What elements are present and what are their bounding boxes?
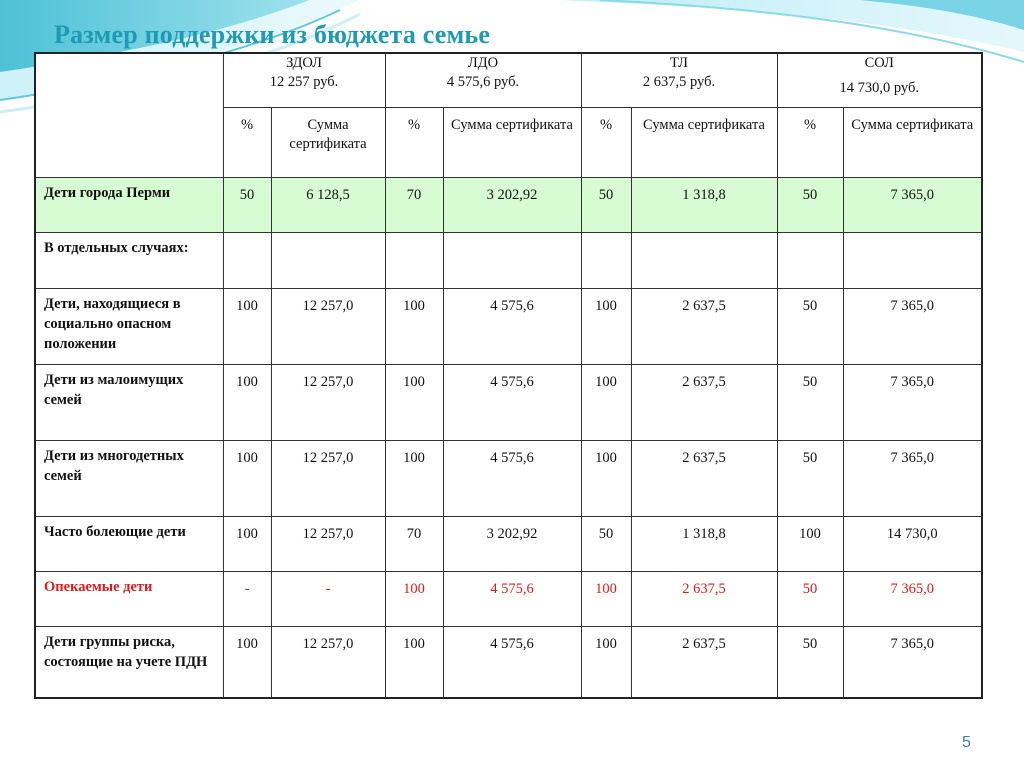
row-label: Дети из малоимущих семей [35, 364, 223, 440]
sum-value: 12 257,0 [271, 626, 385, 698]
sum-value [271, 232, 385, 288]
pct-value: 100 [223, 440, 271, 516]
sum-header: Сумма сертификата [443, 107, 581, 177]
pct-value: 50 [777, 364, 843, 440]
sum-value: 6 128,5 [271, 177, 385, 232]
sum-value: 2 637,5 [631, 364, 777, 440]
sum-value: 3 202,92 [443, 516, 581, 571]
pct-value: - [223, 571, 271, 626]
sum-header: Сумма сертификата [631, 107, 777, 177]
sum-value [443, 232, 581, 288]
sum-value: 12 257,0 [271, 516, 385, 571]
sum-value: 1 318,8 [631, 177, 777, 232]
pct-value: 100 [385, 571, 443, 626]
pct-value: 100 [223, 626, 271, 698]
pct-value: 100 [223, 288, 271, 364]
sum-value: 2 637,5 [631, 440, 777, 516]
pct-value [777, 232, 843, 288]
corner-cell [35, 53, 223, 177]
sum-value: 12 257,0 [271, 288, 385, 364]
group-name: ЗДОЛ [286, 55, 322, 71]
group-amount: 2 637,5 руб. [642, 74, 716, 90]
group-header-row [35, 53, 982, 107]
support-table [34, 52, 983, 699]
sum-header: Сумма сертификата [271, 107, 385, 177]
table-row [35, 232, 982, 288]
table-row [35, 288, 982, 364]
pct-value: 100 [223, 516, 271, 571]
group-name: СОЛ [864, 55, 894, 71]
sum-value: 3 202,92 [443, 177, 581, 232]
sum-value: 2 637,5 [631, 288, 777, 364]
sum-value: - [271, 571, 385, 626]
pct-value: 100 [385, 626, 443, 698]
slide-number: 5 [962, 734, 971, 751]
pct-value: 50 [777, 440, 843, 516]
pct-value: 100 [385, 364, 443, 440]
row-label: Дети города Перми [35, 177, 223, 232]
sum-value: 7 365,0 [843, 364, 982, 440]
sum-header: Сумма сертификата [843, 107, 982, 177]
sum-value: 4 575,6 [443, 364, 581, 440]
sum-value: 2 637,5 [631, 571, 777, 626]
sum-value: 7 365,0 [843, 177, 982, 232]
pct-value [385, 232, 443, 288]
group-name: ТЛ [670, 55, 688, 71]
row-label: Часто болеющие дети [35, 516, 223, 571]
pct-value: 70 [385, 177, 443, 232]
pct-value: 100 [581, 288, 631, 364]
pct-header: % [777, 107, 843, 177]
pct-header: % [385, 107, 443, 177]
row-label: Дети группы риска, состоящие на учете ПДН [35, 626, 223, 698]
pct-value: 100 [581, 571, 631, 626]
pct-value: 50 [777, 288, 843, 364]
pct-value [223, 232, 271, 288]
sum-value: 2 637,5 [631, 626, 777, 698]
pct-value [581, 232, 631, 288]
sum-value: 4 575,6 [443, 440, 581, 516]
table-row [35, 177, 982, 232]
table-row [35, 440, 982, 516]
pct-value: 100 [777, 516, 843, 571]
group-header-zdol [223, 53, 385, 107]
table-row [35, 626, 982, 698]
pct-value: 50 [581, 177, 631, 232]
pct-value: 50 [777, 626, 843, 698]
group-amount: 4 575,6 руб. [446, 74, 520, 90]
sum-value: 4 575,6 [443, 288, 581, 364]
table-row [35, 516, 982, 571]
sum-value: 7 365,0 [843, 571, 982, 626]
pct-header: % [581, 107, 631, 177]
pct-value: 50 [777, 177, 843, 232]
pct-value: 70 [385, 516, 443, 571]
row-label: Опекаемые дети [35, 571, 223, 626]
sum-value: 7 365,0 [843, 440, 982, 516]
pct-header: % [223, 107, 271, 177]
pct-value: 100 [581, 364, 631, 440]
row-label: В отдельных случаях: [35, 232, 223, 288]
group-header-ldo [385, 53, 581, 107]
pct-value: 100 [385, 440, 443, 516]
group-amount: 14 730,0 руб. [839, 80, 919, 96]
sum-value: 1 318,8 [631, 516, 777, 571]
pct-value: 100 [385, 288, 443, 364]
pct-value: 100 [581, 626, 631, 698]
group-header-tl [581, 53, 777, 107]
sum-value: 12 257,0 [271, 440, 385, 516]
sum-value: 7 365,0 [843, 626, 982, 698]
pct-value: 50 [581, 516, 631, 571]
sum-value: 4 575,6 [443, 626, 581, 698]
row-label: Дети из многодетных семей [35, 440, 223, 516]
sum-value: 7 365,0 [843, 288, 982, 364]
slide-title: Размер поддержки из бюджета семье [54, 20, 491, 49]
sum-value [631, 232, 777, 288]
pct-value: 50 [777, 571, 843, 626]
group-header-sol [777, 53, 982, 107]
pct-value: 100 [581, 440, 631, 516]
group-amount: 12 257 руб. [269, 74, 339, 90]
pct-value: 100 [223, 364, 271, 440]
pct-value: 50 [223, 177, 271, 232]
row-label: Дети, находящиеся в социально опасном положении [35, 288, 223, 364]
table-row [35, 571, 982, 626]
sum-value: 4 575,6 [443, 571, 581, 626]
sum-value: 14 730,0 [843, 516, 982, 571]
group-name: ЛДО [467, 55, 499, 71]
table-row [35, 364, 982, 440]
sum-value: 12 257,0 [271, 364, 385, 440]
sum-value [843, 232, 982, 288]
